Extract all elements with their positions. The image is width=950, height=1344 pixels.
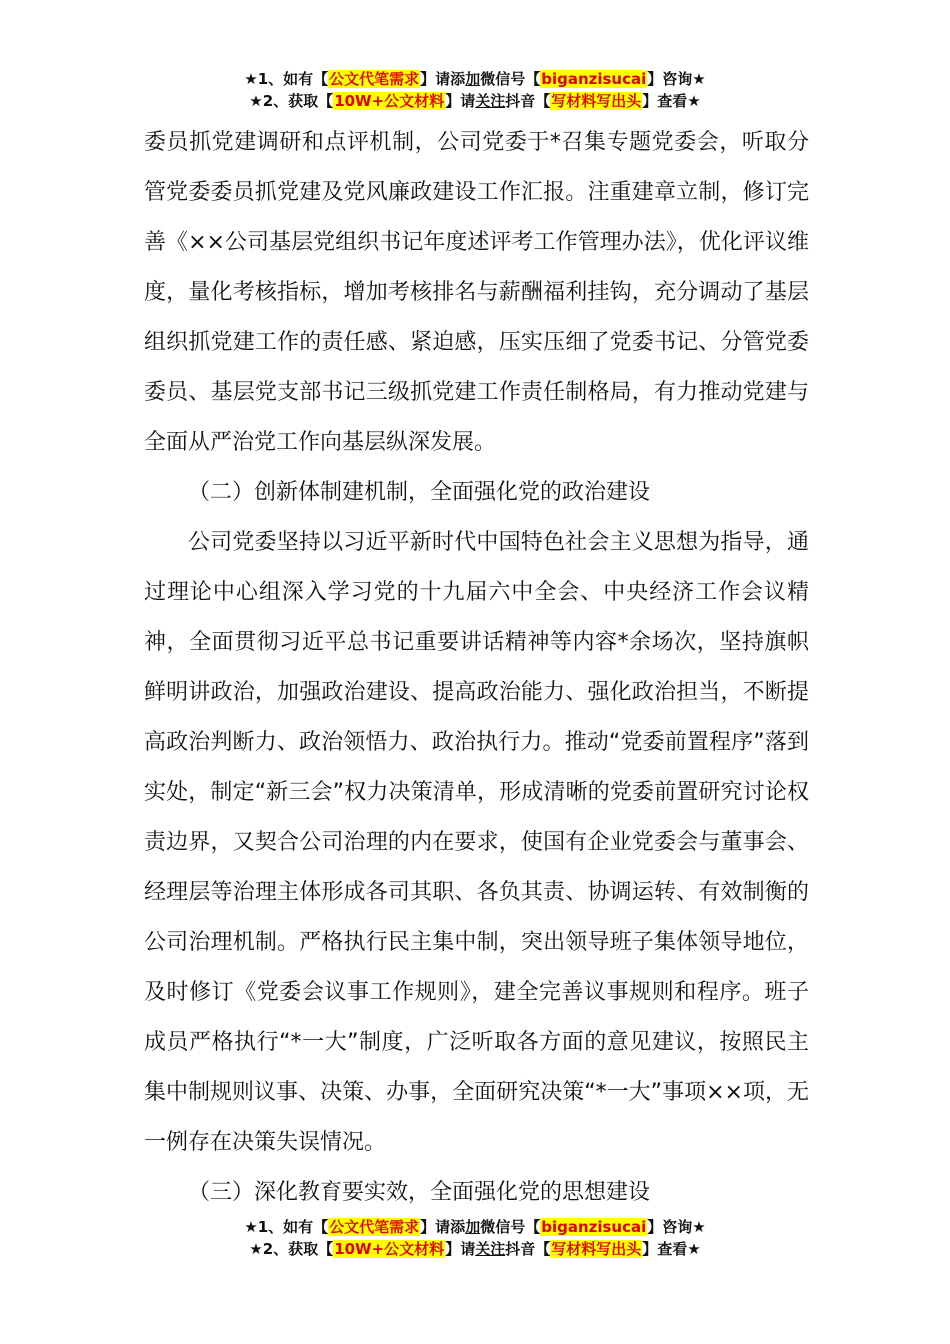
- banner-text: 】请: [445, 1240, 476, 1258]
- banner-line-1: [0, 68, 950, 90]
- banner-text: 微信号【: [480, 70, 541, 88]
- section-heading-3: （三）深化教育要实效，全面强化党的思想建设: [188, 1180, 651, 1205]
- paragraph-political-construction: 公司党委坚持以习近平新时代中国特色社会主义思想为指导，通过理论中心组深入学习党的十九届六中全会、中央经济工作会议精神，全面贯彻习近平总书记重要讲话精神等内容*余场次，坚持旗帜鲜明讲政治，加强政治建设、提高政治能力、强化政治担当，不断提高政治判断力、政治领悟力、政治执行力。推动“党委前置程序”落到实处，制定“新三会”权力决策清单，形成清晰的党委前置研究讨论权责边界，又契合公司治理的内在要求，使国有企业党委会与董事会、经理层等治理主体形成各司其职、各负其责、协调运转、有效制衡的公司治理机制。严格执行民主集中制，突出领导班子集体领导地位，及时修订《党委会议事工作规则》，建全完善议事规则和程序。班子成员严格执行“*一大”制度，广泛听取各方面的意见建议，按照民主集中制规则议事、决策、办事，全面研究决策“*一大”事项××项，无一例存在决策失误情况。: [144, 530, 809, 1155]
- banner-text: ★2、获取【: [249, 1240, 334, 1258]
- banner-line-2: [0, 1238, 950, 1260]
- banner-text: 】请添: [420, 1218, 466, 1236]
- banner-wechat-id: biganzisucai: [541, 1218, 647, 1236]
- banner-text: 】咨询★: [647, 1218, 706, 1236]
- banner-underline: 关注: [475, 92, 506, 110]
- banner-underline: 加: [465, 1218, 481, 1236]
- section-heading-2: （二）创新体制建机制，全面强化党的政治建设: [188, 480, 651, 505]
- banner-highlight: 公文代笔需求: [329, 1218, 420, 1236]
- banner-line-2: [0, 90, 950, 112]
- banner-text: 】查看★: [642, 92, 701, 110]
- banner-text: ★2、获取【: [249, 92, 334, 110]
- banner-text: 】请添: [420, 70, 466, 88]
- banner-text: 】查看★: [642, 1240, 701, 1258]
- document-body: [144, 118, 809, 1218]
- banner-text: ★1、如有【: [244, 70, 329, 88]
- banner-text: 微信号【: [480, 1218, 541, 1236]
- banner-text: 】请: [445, 92, 476, 110]
- footer-banner: [0, 1216, 950, 1260]
- banner-line-1: [0, 1216, 950, 1238]
- banner-underline: 加: [465, 70, 481, 88]
- banner-text: ★1、如有【: [244, 1218, 329, 1236]
- paragraph-continuation: 委员抓党建调研和点评机制，公司党委于*召集专题党委会，听取分管党委委员抓党建及党风廉政建设工作汇报。注重建章立制，修订完善《××公司基层党组织书记年度述评考工作管理办法》，优化评议维度，量化考核指标，增加考核排名与薪酬福利挂钩，充分调动了基层组织抓党建工作的责任感、紧迫感，压实压细了党委书记、分管党委委员、基层党支部书记三级抓党建工作责任制格局，有力推动党建与全面从严治党工作向基层纵深发展。: [144, 130, 809, 455]
- banner-wechat-id: biganzisucai: [541, 70, 647, 88]
- banner-text: 抖音【: [505, 92, 551, 110]
- banner-highlight: 10W+公文材料: [334, 1240, 445, 1258]
- banner-text: 】咨询★: [647, 70, 706, 88]
- banner-underline: 关注: [475, 1240, 506, 1258]
- banner-highlight: 公文代笔需求: [329, 70, 420, 88]
- banner-douyin-id: 写材料写出头: [551, 92, 642, 110]
- header-banner: [0, 68, 950, 112]
- banner-text: 抖音【: [505, 1240, 551, 1258]
- banner-highlight: 10W+公文材料: [334, 92, 445, 110]
- banner-douyin-id: 写材料写出头: [551, 1240, 642, 1258]
